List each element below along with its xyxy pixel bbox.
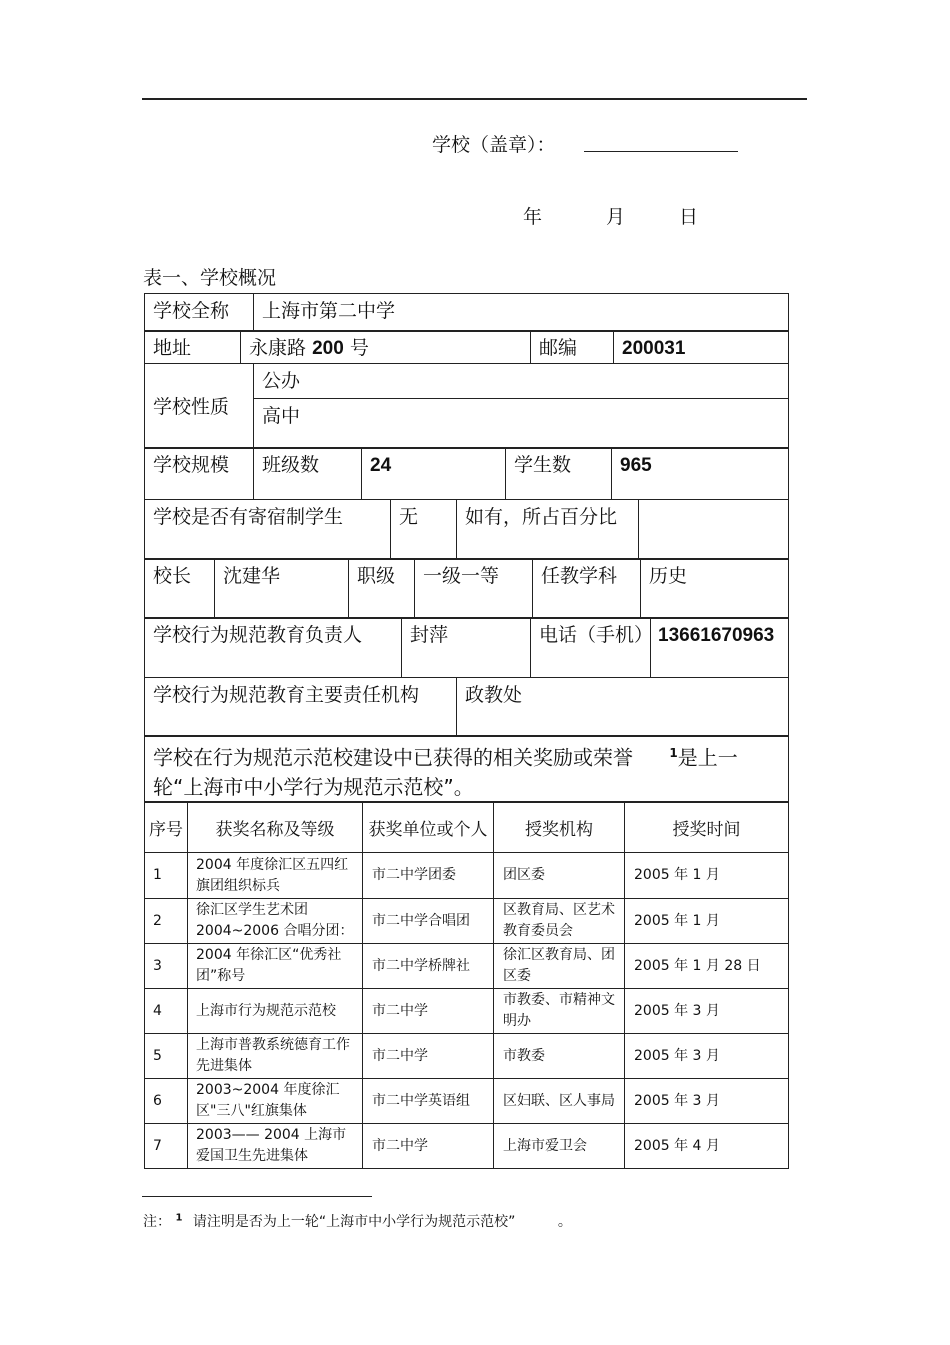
row-name: 2004 年度徐汇区五四红旗团组织标兵 <box>188 853 363 899</box>
boarding-pct-label: 如有，所占百分比 <box>457 499 639 559</box>
phone-label: 电话（手机） <box>531 618 651 678</box>
row-name: 2003—— 2004 上海市爱国卫生先进集体 <box>188 1124 363 1169</box>
seal-blank-line <box>584 151 738 152</box>
table-row <box>145 853 789 899</box>
principal-value: 沈建华 <box>215 559 349 619</box>
address-number: 200 <box>312 338 344 360</box>
address-label: 地址 <box>145 331 241 364</box>
footnote-rule <box>142 1196 372 1197</box>
top-rule <box>142 98 807 100</box>
footnote-end: 。 <box>557 1214 572 1230</box>
row-name: 2003~2004 年度徐汇区"三八"红旗集体 <box>188 1079 363 1124</box>
row-org: 区教育局、区艺术教育委员会 <box>494 899 625 944</box>
row-no: 2 <box>145 899 188 944</box>
full-name-label: 学校全称 <box>145 294 254 332</box>
awards-intro <box>145 736 789 803</box>
subject-label: 任教学科 <box>533 559 641 619</box>
row-org: 市教委 <box>494 1034 625 1079</box>
row-org: 徐汇区教育局、团区委 <box>494 944 625 989</box>
awards-table <box>144 801 789 1169</box>
subject-value: 历史 <box>641 559 789 619</box>
school-seal-label: 学校（盖章）： <box>432 134 556 156</box>
header-no: 序号 <box>145 802 188 853</box>
row-unit: 市二中学 <box>363 1034 494 1079</box>
row-address <box>144 330 789 364</box>
postcode-text: 200031 <box>622 338 686 360</box>
students-label: 学生数 <box>506 448 612 500</box>
address-street: 永康路 <box>249 337 307 360</box>
row-no: 3 <box>145 944 188 989</box>
row-name: 2004 年徐汇区“优秀社团”称号 <box>188 944 363 989</box>
row-time: 2005 年 1 月 28 日 <box>625 944 789 989</box>
row-unit: 市二中学合唱团 <box>363 899 494 944</box>
footnote-prefix: 注： <box>143 1214 171 1230</box>
principal-label: 校长 <box>145 559 215 619</box>
classes-value <box>362 448 506 500</box>
row-conduct-org <box>144 677 789 737</box>
row-name: 上海市行为规范示范校 <box>188 989 363 1034</box>
classes-label: 班级数 <box>254 448 362 500</box>
row-time: 2005 年 1 月 <box>625 853 789 899</box>
row-unit: 市二中学桥牌社 <box>363 944 494 989</box>
row-awards-intro <box>144 735 789 803</box>
row-scale <box>144 447 789 500</box>
nature-value-2: 高中 <box>254 398 789 448</box>
date-month: 月 <box>606 206 626 228</box>
table-row <box>145 1034 789 1079</box>
table-row <box>145 1079 789 1124</box>
boarding-label: 学校是否有寄宿制学生 <box>145 499 391 559</box>
row-org: 区妇联、区人事局 <box>494 1079 625 1124</box>
row-name: 上海市普教系统德育工作先进集体 <box>188 1034 363 1079</box>
classes-text: 24 <box>370 455 392 477</box>
row-principal <box>144 558 789 619</box>
date-year: 年 <box>523 206 543 228</box>
nature-value-1: 公办 <box>254 363 789 398</box>
postcode-label: 邮编 <box>531 331 614 364</box>
row-unit: 市二中学团委 <box>363 853 494 899</box>
header-name: 获奖名称及等级 <box>188 802 363 853</box>
row-time: 2005 年 3 月 <box>625 989 789 1034</box>
address-value <box>241 331 531 364</box>
row-unit: 市二中学英语组 <box>363 1079 494 1124</box>
awards-intro-sup: 1 <box>669 746 678 761</box>
table-title: 表一、学校概况 <box>143 267 277 289</box>
students-value <box>612 448 789 500</box>
row-name: 徐汇区学生艺术团2004~2006 合唱分团： <box>188 899 363 944</box>
header-time: 授奖时间 <box>625 802 789 853</box>
footnote <box>143 1211 572 1231</box>
row-time: 2005 年 3 月 <box>625 1079 789 1124</box>
row-time: 2005 年 1 月 <box>625 899 789 944</box>
row-no: 4 <box>145 989 188 1034</box>
row-no: 1 <box>145 853 188 899</box>
row-org: 市教委、市精神文明办 <box>494 989 625 1034</box>
footnote-text: 请注明是否为上一轮“上海市中小学行为规范示范校” <box>192 1214 516 1230</box>
conduct-head-value: 封萍 <box>402 618 531 678</box>
full-name-value: 上海市第二中学 <box>254 294 789 332</box>
awards-header-row <box>145 802 789 853</box>
boarding-value: 无 <box>391 499 457 559</box>
footnote-sup: 1 <box>175 1212 183 1224</box>
scale-label: 学校规模 <box>145 448 254 500</box>
table-row <box>145 899 789 944</box>
row-org: 团区委 <box>494 853 625 899</box>
awards-intro-tail: 是上一轮“上海市中小学行为规范示范校”。 <box>153 745 738 799</box>
row-unit: 市二中学 <box>363 989 494 1034</box>
row-no: 5 <box>145 1034 188 1079</box>
rank-label: 职级 <box>349 559 415 619</box>
date-day: 日 <box>679 206 699 228</box>
conduct-head-label: 学校行为规范教育负责人 <box>145 618 402 678</box>
nature-label: 学校性质 <box>145 363 254 448</box>
rank-value: 一级一等 <box>415 559 533 619</box>
row-full-name <box>144 293 789 332</box>
postcode-value <box>614 331 789 364</box>
boarding-pct-value <box>639 499 789 559</box>
row-org: 上海市爱卫会 <box>494 1124 625 1169</box>
header-org: 授奖机构 <box>494 802 625 853</box>
table-row <box>145 989 789 1034</box>
students-text: 965 <box>620 455 652 477</box>
conduct-org-label: 学校行为规范教育主要责任机构 <box>145 677 457 736</box>
row-nature <box>144 363 789 449</box>
phone-value <box>651 618 789 678</box>
row-no: 7 <box>145 1124 188 1169</box>
row-boarding <box>144 499 789 560</box>
table-row <box>145 1124 789 1169</box>
table-row <box>145 944 789 989</box>
header-unit: 获奖单位或个人 <box>363 802 494 853</box>
row-conduct-head <box>144 617 789 678</box>
awards-intro-text: 学校在行为规范示范校建设中已获得的相关奖励或荣誉 <box>153 745 633 770</box>
school-overview-table <box>144 293 789 1169</box>
row-unit: 市二中学 <box>363 1124 494 1169</box>
row-time: 2005 年 3 月 <box>625 1034 789 1079</box>
address-suffix: 号 <box>349 337 369 360</box>
row-no: 6 <box>145 1079 188 1124</box>
phone-text: 13661670963 <box>658 625 775 647</box>
conduct-org-value: 政教处 <box>457 677 789 736</box>
row-time: 2005 年 4 月 <box>625 1124 789 1169</box>
